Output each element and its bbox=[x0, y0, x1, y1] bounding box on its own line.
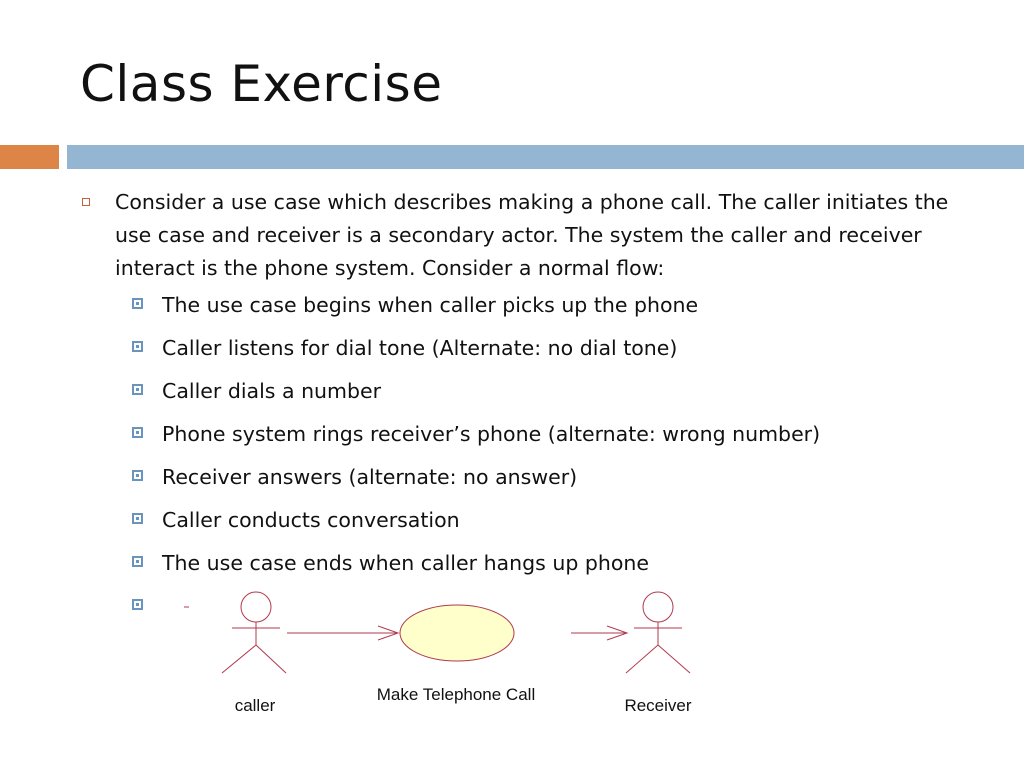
use-case-label: Make Telephone Call bbox=[376, 685, 536, 704]
square-bullet-icon bbox=[132, 513, 143, 524]
hollow-square-bullet-icon bbox=[82, 198, 90, 206]
actor-caller-icon bbox=[222, 592, 286, 673]
step-text: The use case begins when caller picks up the phone bbox=[162, 293, 699, 317]
slide-body bbox=[80, 186, 960, 635]
association-arrow-left bbox=[287, 626, 398, 640]
square-bullet-icon bbox=[132, 298, 143, 309]
step-text: The use case ends when caller hangs up phone bbox=[162, 551, 649, 575]
square-bullet-icon bbox=[132, 341, 143, 352]
title-accent-band bbox=[0, 145, 59, 169]
step-text: Caller listens for dial tone (Alternate: no dial tone) bbox=[162, 336, 678, 360]
intro-text: Consider a use case which describes making a phone call. The caller initiates the use case and receiver is a secondary actor. The system the caller and receiver interact is the phone system. Consider a normal flow: bbox=[115, 190, 949, 280]
slide-title: Class Exercise bbox=[80, 55, 443, 113]
list-item bbox=[80, 420, 960, 463]
square-bullet-icon bbox=[132, 599, 143, 610]
flow-steps-list bbox=[80, 291, 960, 635]
list-item bbox=[80, 377, 960, 420]
actor-receiver-icon bbox=[626, 592, 690, 673]
step-text: Receiver answers (alternate: no answer) bbox=[162, 465, 578, 489]
title-band bbox=[67, 145, 1024, 169]
square-bullet-icon bbox=[132, 556, 143, 567]
step-text: Caller conducts conversation bbox=[162, 508, 460, 532]
intro-paragraph bbox=[80, 186, 960, 285]
step-text: Phone system rings receiver’s phone (alternate: wrong number) bbox=[162, 422, 821, 446]
use-case-diagram bbox=[180, 585, 740, 725]
association-arrow-right bbox=[571, 626, 627, 640]
actor-caller-label: caller bbox=[234, 696, 276, 715]
square-bullet-icon bbox=[132, 384, 143, 395]
square-bullet-icon bbox=[132, 470, 143, 481]
list-item bbox=[80, 506, 960, 549]
list-item bbox=[80, 463, 960, 506]
list-item bbox=[80, 291, 960, 334]
use-case-ellipse bbox=[400, 605, 514, 661]
actor-receiver-label: Receiver bbox=[624, 696, 692, 715]
square-bullet-icon bbox=[132, 427, 143, 438]
step-text: Caller dials a number bbox=[162, 379, 382, 403]
list-item bbox=[80, 334, 960, 377]
